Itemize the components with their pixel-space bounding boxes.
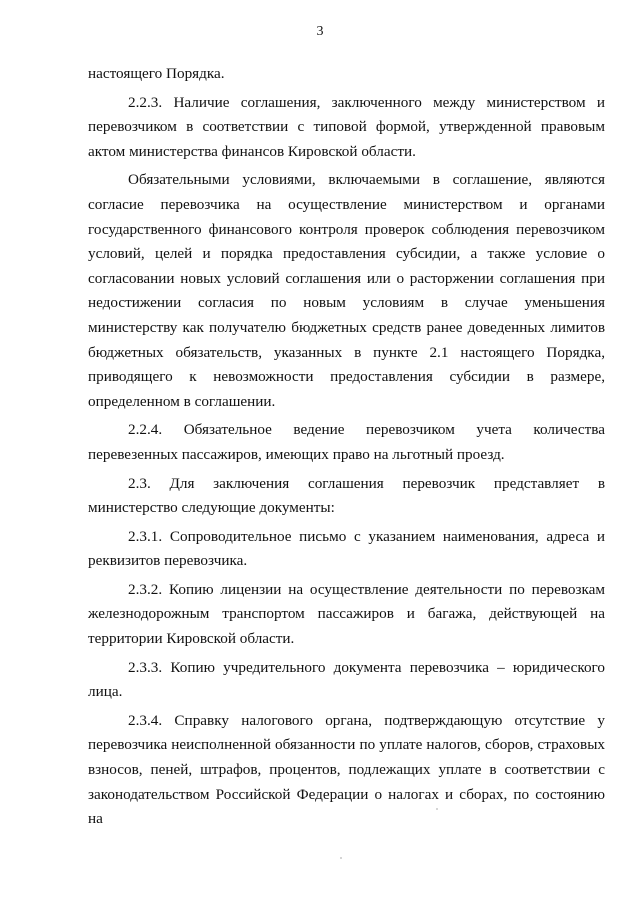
- paragraph-2-2-3: 2.2.3. Наличие соглашения, заключенного между министерством и перевозчиком в соответствии с типовой формой, утвержденной правовым актом министерства финансов Кировской области.: [88, 93, 605, 160]
- page-number: 3: [316, 24, 324, 39]
- document-body: [88, 62, 605, 836]
- scan-speck: [436, 808, 438, 810]
- paragraph-mandatory-conditions: Обязательными условиями, включаемыми в соглашение, являются согласие перевозчика на осуществление министерством и органами государственного финансового контроля проверок соблюдения перевозчиком условий, целей и порядка предоставления субсидии, а также условие о согласовании новых условий соглашения или о расторжении соглашения при недостижении согласия по новым условиям в случае уменьшения министерству как получателю бюджетных средств ранее доведенных лимитов бюджетных обязательств, указанных в пункте 2.1 настоящего Порядка, приводящего к невозможности предоставления субсидии в размере, определенном в соглашении.: [88, 171, 605, 410]
- paragraph-2-3-4: 2.3.4. Справку налогового органа, подтверждающую отсутствие у перевозчика неисполненной обязанности по уплате налогов, сборов, страховых взносов, пеней, штрафов, процентов, подлежащих уплате в соответствии с законодательством Российской Федерации о налогах и сборах, по состоянию на: [88, 711, 605, 828]
- paragraph-continuation: настоящего Порядка.: [88, 65, 225, 82]
- paragraph-2-2-4: 2.2.4. Обязательное ведение перевозчиком учета количества перевезенных пассажиров, имеющих право на льготный проезд.: [88, 421, 605, 463]
- paragraph-2-3-1: 2.3.1. Сопроводительное письмо с указанием наименования, адреса и реквизитов перевозчика.: [88, 527, 605, 570]
- scan-speck: [340, 857, 342, 859]
- paragraph-2-3: 2.3. Для заключения соглашения перевозчик представляет в министерство следующие документы:: [88, 474, 605, 517]
- paragraph-2-3-3: 2.3.3. Копию учредительного документа перевозчика – юридического лица.: [88, 658, 605, 701]
- paragraph-2-3-2: 2.3.2. Копию лицензии на осуществление деятельности по перевозкам железнодорожным транспортом пассажиров и багажа, действующей на территории Кировской области.: [88, 580, 605, 648]
